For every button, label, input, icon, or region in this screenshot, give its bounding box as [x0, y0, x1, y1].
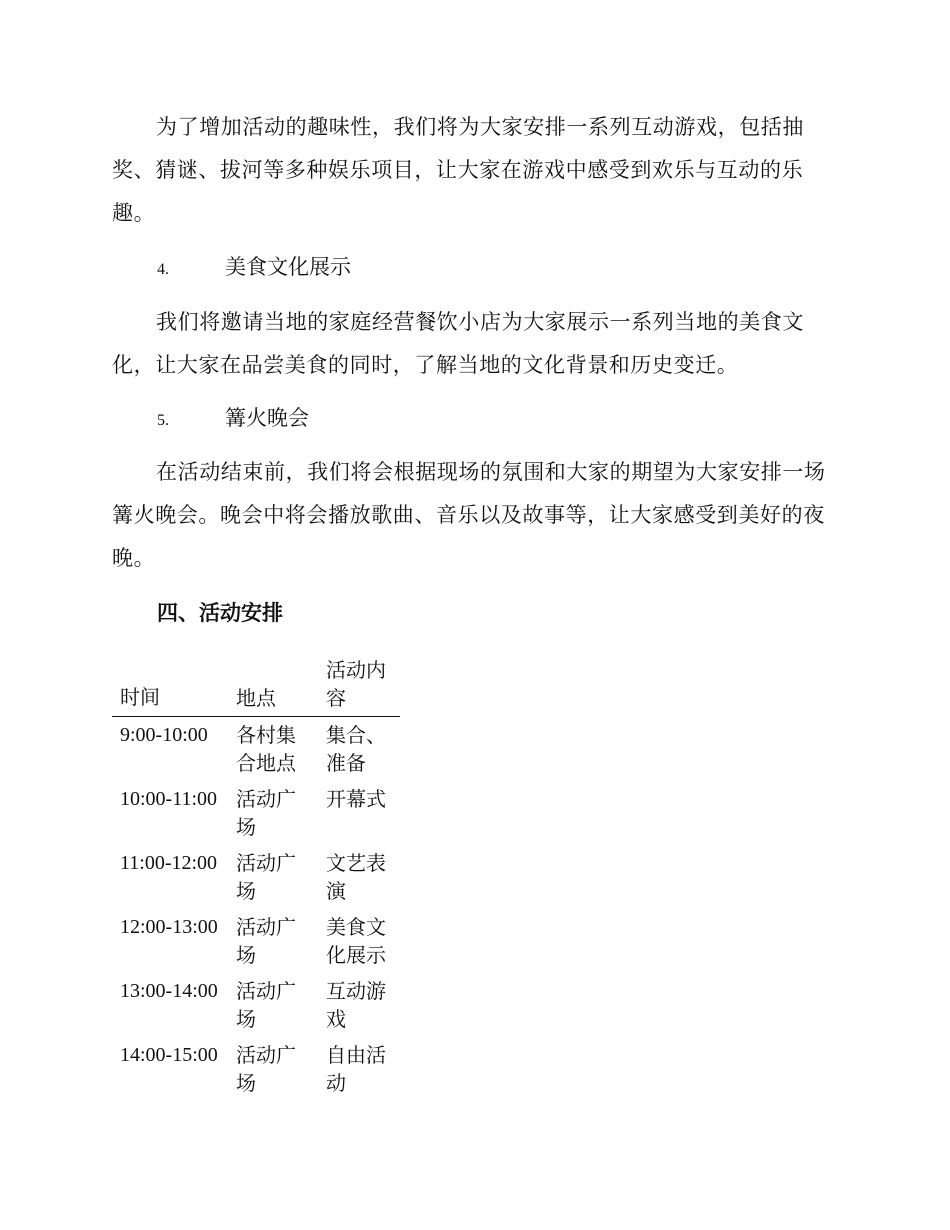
cell-time: 14:00-15:00 [120, 1044, 218, 1066]
paragraph-interactive-games: 为了增加活动的趣味性，我们将为大家安排一系列互动游戏，包括抽奖、猜谜、拔河等多种娱乐项目，让大家在游戏中感受到欢乐与互动的乐趣。 [112, 115, 804, 225]
cell-time: 13:00-14:00 [120, 980, 218, 1002]
cell-activity: 互动游戏 [326, 979, 386, 1031]
list-item-number: 5. [157, 412, 169, 429]
list-item-food-culture [157, 252, 351, 285]
cell-time: 11:00-12:00 [120, 852, 218, 874]
cell-place: 各村集合地点 [236, 723, 296, 775]
table-row [112, 717, 400, 782]
table-row [112, 973, 400, 1037]
cell-activity: 开幕式 [326, 787, 386, 811]
table-row [112, 845, 400, 909]
cell-place: 活动广场 [236, 851, 296, 903]
paragraph-bonfire: 在活动结束前，我们将会根据现场的氛围和大家的期望为大家安排一场篝火晚会。晚会中将会播放歌曲、音乐以及故事等，让大家感受到美好的夜晚。 [112, 460, 826, 570]
list-item-bonfire [157, 403, 309, 436]
list-item-title: 美食文化展示 [225, 255, 351, 279]
table-row [112, 1037, 400, 1101]
cell-place: 活动广场 [236, 979, 296, 1031]
cell-activity: 自由活动 [326, 1043, 386, 1095]
cell-time: 12:00-13:00 [120, 916, 218, 938]
cell-time: 9:00-10:00 [120, 724, 208, 746]
cell-activity: 集合、准备 [326, 723, 386, 775]
cell-place: 活动广场 [236, 915, 296, 967]
table-header-row [112, 652, 400, 717]
column-header-time: 时间 [112, 652, 228, 717]
cell-activity: 文艺表演 [326, 851, 386, 903]
cell-activity: 美食文化展示 [326, 915, 386, 967]
column-header-place: 地点 [228, 652, 318, 717]
list-item-title: 篝火晚会 [225, 406, 309, 430]
column-header-activity: 活动内容 [318, 652, 400, 717]
cell-place: 活动广场 [236, 787, 296, 839]
list-item-number: 4. [157, 261, 169, 278]
section-heading: 四、活动安排 [157, 600, 283, 625]
paragraph-food-culture: 我们将邀请当地的家庭经营餐饮小店为大家展示一系列当地的美食文化，让大家在品尝美食的同时，了解当地的文化背景和历史变迁。 [112, 310, 804, 377]
cell-place: 活动广场 [236, 1043, 296, 1095]
table-row [112, 781, 400, 845]
table-row [112, 909, 400, 973]
schedule-table [112, 652, 400, 1101]
cell-time: 10:00-11:00 [120, 788, 218, 810]
